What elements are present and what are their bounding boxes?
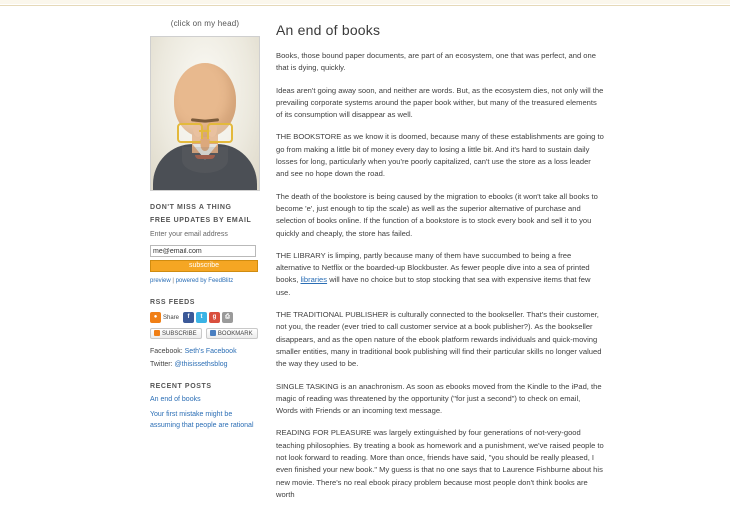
feed-buttons-row xyxy=(150,327,260,339)
list-item[interactable] xyxy=(150,395,260,406)
main-content xyxy=(276,22,604,511)
paragraph-0: Books, those bound paper documents, are part of an ecosystem, one that was perfect, and one that is dying, quickly. xyxy=(276,51,596,73)
print-icon[interactable]: ⎙ xyxy=(222,312,233,323)
subscribe-pill-button[interactable] xyxy=(150,328,202,339)
paragraph-3: The death of the bookstore is being caused by the migration to ebooks (it won't take all books to become 'e', just enough to tip the scale) as well as the superior alternative of purchase and selection of books online. If the function of a bookstore is to stock every book and sell it to you quickly and cheaply, the store has failed. xyxy=(276,191,598,238)
paragraph-7: READING FOR PLEASURE was largely extinguished by four generations of not-very-good teaching philosophies. By treating a book as homework and a punishment, we've raised people to not look forward to reading. More than once, friends have said, "you should be really pleased, I even finished your new book." My guess is that no one says that to Laurence Fishburne about his new movie. There's no real ebook piracy problem because most people don't think books are worth xyxy=(276,428,604,499)
powered-by-link[interactable]: powered by FeedBlitz xyxy=(175,278,234,285)
paragraph-2: THE BOOKSTORE as we know it is doomed, because many of these establishments are going to go from making a little bit of money every day to losing a little bit. And it's hard to sustain daily losses for long, particularly when you're poorly capitalized, can't use the store as a loss leader and see no hope down the road. xyxy=(276,132,604,179)
newsletter-heading-line1: DON'T MISS A THING xyxy=(150,203,232,211)
subscribe-button[interactable]: subscribe xyxy=(150,260,258,272)
rss-icon[interactable]: ● xyxy=(150,312,161,323)
list-item[interactable] xyxy=(150,410,260,432)
click-head-note: (click on my head) xyxy=(170,19,240,28)
glasses-lens-left xyxy=(177,123,203,143)
rss-heading: RSS FEEDS xyxy=(150,298,196,306)
paragraph-4-text: THE LIBRARY is limping, partly because many of them have succumbed to being a free alternative to Netflix or the boarded-up Blockbuster. As fewer people dive into a sea of printed books, libraries will have no choice but to stop stocking that sea with expensive items that few use. xyxy=(276,250,591,297)
facebook-icon[interactable]: f xyxy=(183,312,194,323)
preview-link[interactable]: preview xyxy=(150,278,171,285)
portrait-beard xyxy=(182,147,228,173)
recent-post-link-0[interactable]: An end of books xyxy=(150,396,201,404)
page-title: An end of books xyxy=(276,22,381,38)
paragraph-4 xyxy=(276,250,604,299)
share-label: Share xyxy=(163,314,180,321)
newsletter-heading-line2: FREE UPDATES BY EMAIL xyxy=(150,217,252,225)
twitter-icon[interactable]: t xyxy=(196,312,207,323)
bookmark-pill-button[interactable] xyxy=(206,328,258,339)
newsletter-instruction: Enter your email address xyxy=(150,230,228,238)
top-border-inner xyxy=(0,0,730,4)
portrait-mouth xyxy=(195,155,215,159)
post-body xyxy=(276,50,604,501)
bookmark-dot-icon xyxy=(210,330,216,336)
facebook-contact-line xyxy=(150,347,260,357)
recent-posts-heading: RECENT POSTS xyxy=(150,382,212,390)
sidebar xyxy=(150,18,260,436)
facebook-label: Facebook: xyxy=(150,348,183,356)
subscribe-pill-label: SUBSCRIBE xyxy=(162,331,197,338)
twitter-contact-line xyxy=(150,360,260,370)
top-border xyxy=(0,0,730,6)
preview-separator: | xyxy=(172,278,174,285)
recent-posts-list xyxy=(150,395,260,432)
rss-dot-icon xyxy=(154,330,160,336)
bookmark-pill-label: BOOKMARK xyxy=(217,331,253,338)
libraries-link[interactable]: libraries xyxy=(300,275,328,285)
glasses-lens-right xyxy=(207,123,233,143)
paragraph-6: SINGLE TASKING is an anachronism. As soon as ebooks moved from the Kindle to the iPad, the magic of reading was threatened by the opportunity ("for just a second") to check on email, Words with Friends or an incoming text message. xyxy=(276,381,602,416)
facebook-link[interactable]: Seth's Facebook xyxy=(184,348,237,356)
recent-post-link-1[interactable]: Your first mistake might be assuming that people are rational xyxy=(150,411,254,429)
google-plus-icon[interactable]: g xyxy=(209,312,220,323)
newsletter-footer xyxy=(150,277,260,286)
share-row xyxy=(150,312,260,323)
paragraph-1: Ideas aren't going away soon, and neither are words. But, as the ecosystem dies, not only will the prevailing corporate systems around the paper book wither, but many of the treasured elements of its consumption will disappear as well. xyxy=(276,85,604,120)
paragraph-5: THE TRADITIONAL PUBLISHER is culturally connected to the bookseller. That's their customer, not you, the reader (ever tried to call customer service at a book publisher?). As the bookseller disappears, and as the open nature of the ebook platform rewards individuals and quick-moving smaller entities, many in traditional book publishing will find their particular skills no longer valued the way they used to be. xyxy=(276,310,602,369)
portrait-head xyxy=(174,63,236,137)
email-field[interactable] xyxy=(150,245,256,257)
author-portrait[interactable] xyxy=(150,36,260,191)
twitter-link[interactable]: @thisissethsblog xyxy=(174,360,228,368)
twitter-label: Twitter: xyxy=(150,360,173,368)
glasses-icon xyxy=(177,123,233,140)
